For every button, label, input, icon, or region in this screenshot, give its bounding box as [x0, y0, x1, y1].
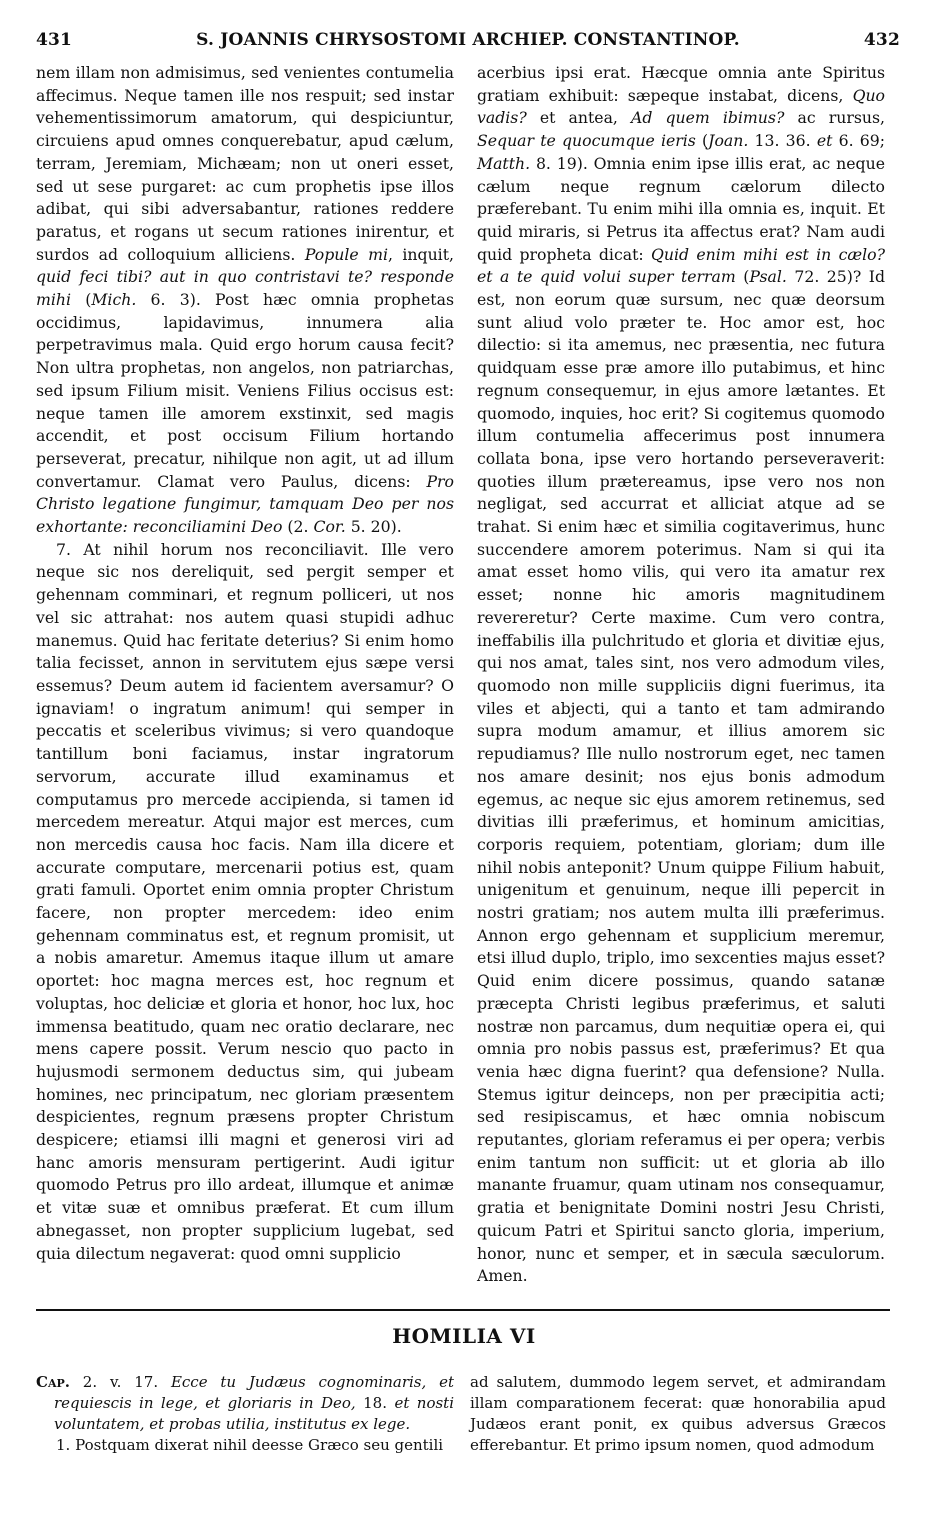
italic-run: Popule mi [304, 244, 388, 264]
text-run: 2. v. 17. [69, 1373, 171, 1391]
left-column [36, 62, 454, 1265]
text-run: ac rursus, [784, 108, 886, 128]
italic-run: Quid enim mihi est in cælo? et a te quid volui super terram [477, 244, 885, 287]
italic-run: et nosti voluntatem, et probas utilia, institutus ex lege. [54, 1394, 454, 1433]
text-run: 72. 25)? Id est, non eorum quæ sursum, nec quæ deorsum sunt aliud volo præter te. Hoc amor est, hoc dilectio: si ita amemus, nec præsentia, nec futura quidquam esse præ amore illo putabimus, et hinc regnum consequemur, in ejus amore lætantes. Et quomodo, inquies, hoc erit? Si cogitemus quomodo illum contumelia affecerimus post innumera collata bona, ipse vero hortando perseveraverit: quoties illum prætereamus, ipse vero nos non negligat, sed accurrat et alliciat atque ad se trahat. Si enim hæc et similia cogitaverimus, hunc succendere amorem poterimus. Nam si qui ita amat esset homo vilis, qui vero ita amatur rex esset; nonne hic amoris magnitudinem revereretur? Certe maxime. Cum vero contra, ineffabilis illa pulchritudo et gloria et divitiæ ejus, qui nos amat, tales sint, nos vero admodum viles, quomodo non mille suppliciis digni fuerimus, ita viles et abjecti, qui a tanto et tam admirando supra modum amamur, et illius amorem sic repudiamus? Ille nullo nostrorum eget, nec tamen nos amare desinit; nos ejus bonis admodum egemus, ac neque sic ejus amorem retinemus, sed divitias illi præferimus, et hominum amicitias, corporis requiem, potentiam, gloriam; dum ille nihil nobis anteponit? Unum quippe Filium habuit, unigenitum et genuinum, neque illi pepercit in nostri gratiam; nos autem multa illi præferimus. Annon ergo gehennam et supplicium meremur, etsi illud duplo, triplo, imo sexcenties majus esset? Quid enim dicere possimus, quando satanæ præcepta Christi legibus præferimus, et saluti nostræ non parcamus, dum nequitiæ opera ei, qui omnia pro nobis passus est, præferimus? Et qua venia hæc digna fuerint? qua defensione? Nulla. Stemus igitur deinceps, non per præcipitia acti; sed resipiscamus, et hæc omnia nobiscum reputantes, gloriam referamus ei per opera; verbis enim tantum non sufficit: ut et gloria ab illo manante fruamur, quam utinam nos consequamur, gratia et benignitate Domini nostri Jesu Christi, quicum Patri et Spiritui sancto gloria, imperium, honor, nunc et semper, et in sæcula sæculorum. Amen. [477, 267, 886, 1286]
text-run: ( [71, 290, 92, 310]
text-run: 5. 20). [345, 517, 402, 537]
text-run: (2. [282, 517, 314, 537]
page-number-right: 432 [863, 30, 900, 50]
text-run: 18. [355, 1394, 395, 1412]
text-run: nem illam non admisimus, sed venientes contumelia affecimus. Neque tamen ille nos respuit; sed instar vehementissimorum amatorum, qui despiciuntur, circuiens apud omnes conquerebatur, apud cælum, terram, Jeremiam, Michæam; non ut oneri esset, sed ut sese purgaret: ac cum prophetis ipse illos adibat, qui sibi adversabantur, rationes reddere paratus, et rogans ut secum rationes inirentur, et surdos ad colloquium alliciens. [36, 63, 454, 264]
italic-run: quid feci tibi? aut in quo contristavi te? responde mihi [36, 267, 454, 310]
italic-run: Quo vadis? [477, 85, 885, 128]
text-run: 13. 36. [748, 131, 817, 151]
text-run: ( [735, 267, 750, 287]
italic-run: et [816, 131, 833, 151]
small-caps-run: Cap. [36, 1373, 70, 1391]
page-number-left: 431 [36, 30, 73, 50]
running-title: S. JOANNIS CHRYSOSTOMI ARCHIEP. CONSTANTINOP. [196, 30, 740, 50]
italic-run: Sequar te quocumque ieris [477, 131, 696, 151]
text-run: acerbius ipsi erat. Hæcque omnia ante Spiritus gratiam exhibuit: sæpeque instabat, dicens, [477, 63, 885, 105]
italic-run: Cor. [313, 517, 346, 537]
homily-title: HOMILIA VI [392, 1324, 536, 1348]
text-run: 6. 3). Post hæc omnia prophetas occidimus, lapidavimus, innumera alia perpetravimus mala. Quid ergo horum causa fecit? Non ultra prophetas, non angelos, non patriarchas, sed ipsum Filium misit. Veniens Filius occisus est: neque tamen ille amorem exstinxit, sed magis accendit, et post occisum Filium hortando perseverat, precatur, nihilque non agit, ut ad illum convertamur. Clamat vero Paulus, dicens: [36, 290, 454, 491]
italic-run: Ecce tu Judæus cognominaris, et requiescis in lege, et gloriaris in Deo, [54, 1373, 455, 1412]
italic-run: Pro Christo legatione fungimur, tamquam Deo per nos exhortante: reconciliamini Deo [36, 471, 454, 537]
paragraph-continued [36, 62, 454, 539]
homily-left-column [36, 1372, 454, 1456]
italic-run: Joan. [708, 131, 749, 151]
text-run: , inquit, [387, 244, 454, 264]
text-run: 8. 19). Omnia enim ipse illis erat, ac neque cælum neque regnum cælorum dilecto præferebant. Tu enim mihi illa omnia es, inquit. Et quid miraris, si Petrus ita affectus erat? Nam audi quid propheta dicat: [477, 153, 885, 264]
paragraph-continued-right [477, 62, 885, 1288]
italic-run: Matth. [477, 153, 531, 173]
section-divider [36, 1309, 890, 1311]
page-header [36, 30, 900, 56]
paragraph-7: 7. At nihil horum nos reconciliavit. Ille vero neque sic nos dereliquit, sed pergit semper et gehennam comminari, et regnum polliceri, ut nos vel sic attrahat: nos autem quasi stupidi adhuc manemus. Quid hac feritate deterius? Si enim homo talia fecisset, annon in servitutem ejus sæpe versi essemus? Deum autem id facientem aversamur? O ignaviam! o ingratum animum! qui semper in peccatis et sceleribus vivimus; si vero quandoque tantillum boni faciamus, instar ingratorum servorum, accurate illud examinamus et computamus pro mercede accipienda, si tamen id mercedem mereatur. Atqui major est merces, cum non mercedis causa hoc facis. Nam illa dicere et accurate computare, mercenarii potius est, quam grati famuli. Oportet enim omnia propter Christum facere, non propter mercedem: ideo enim gehennam comminatus est, et regnum promisit, ut a nobis amaretur. Amemus itaque illum ut amare oportet: hoc magna merces est, hoc regnum et voluptas, hoc deliciæ et gloria et honor, hoc lux, hoc immensa beatitudo, quam nec oratio declarare, nec mens capere possit. Verum nescio quo pacto in hujusmodi sermonem deductus sim, qui jubeam homines, nec principatum, nec gloriam præsentem despicientes, regnum præsens propter Christum despicere; etiamsi illi magni et generosi viri ad hanc amoris mensuram pertigerint. Audi igitur quomodo Petrus pro illo ardeat, illumque et animæ et vitæ suæ et omnibus præferat. Et cum illum abnegasset, non propter supplicium lugebat, sed quia dilectum negaverat: quod omni supplicio [36, 539, 454, 1263]
right-column [477, 62, 885, 1288]
homily-right-column [470, 1372, 886, 1456]
text-run: 6. 69; [832, 131, 885, 151]
italic-run: Psal. [749, 267, 787, 287]
text-run: et antea, [526, 108, 631, 128]
italic-run: Ad quem ibimus? [631, 108, 785, 128]
text-run: ( [695, 131, 709, 151]
chapter-caption [36, 1372, 454, 1435]
homily-paragraph-1: 1. Postquam dixerat nihil deesse Græco seu gentili [56, 1436, 444, 1454]
homily-paragraph-right: ad salutem, dummodo legem servet, et admirandam illam comparationem fecerat: quæ honorabilia apud Judæos erant ponit, ex quibus adversus Græcos efferebantur. Et primo ipsum nomen, quod admodum [470, 1373, 886, 1454]
italic-run: Mich. [91, 290, 137, 310]
